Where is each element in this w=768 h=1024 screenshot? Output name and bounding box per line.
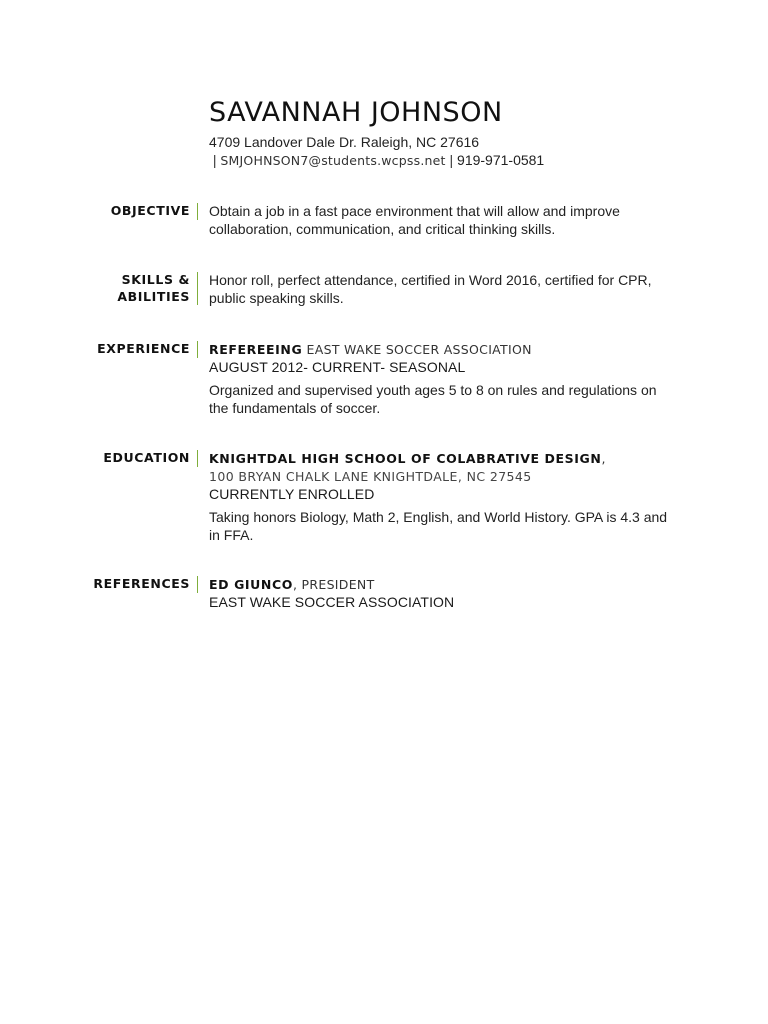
applicant-email: SMJOHNSON7@students.wcpss.net <box>220 153 446 168</box>
applicant-phone: 919-971-0581 <box>457 152 545 168</box>
experience-role: REFEREEING <box>209 342 303 357</box>
section-divider <box>197 341 198 358</box>
skills-body <box>209 271 669 307</box>
references-body <box>209 575 669 611</box>
contact-line <box>209 151 669 170</box>
education-school-line <box>209 449 669 468</box>
education-school-comma: , <box>601 451 606 466</box>
education-address: 100 BRYAN CHALK LANE KNIGHTDALE, NC 27545 <box>209 469 532 484</box>
education-school: KNIGHTDAL HIGH SCHOOL OF COLABRATIVE DESIGN <box>209 451 602 466</box>
applicant-name: SAVANNAH JOHNSON <box>209 97 503 128</box>
reference-line <box>209 575 669 594</box>
education-description: Taking honors Biology, Math 2, English, and World History. GPA is 4.3 and in FFA. <box>209 509 668 543</box>
section-label-skills <box>117 271 190 305</box>
education-body <box>209 449 669 544</box>
reference-title: , PRESIDENT <box>293 577 375 592</box>
section-label-education: EDUCATION <box>103 450 190 465</box>
section-divider <box>197 450 198 467</box>
section-label-skills-line1: SKILLS & <box>121 272 190 287</box>
section-divider <box>197 203 198 220</box>
contact-separator: | <box>212 152 217 168</box>
objective-body <box>209 202 669 238</box>
experience-description: Organized and supervised youth ages 5 to 8 on rules and regulations on the fundamentals of soccer. <box>209 382 657 416</box>
experience-role-line <box>209 340 669 359</box>
section-label-objective: OBJECTIVE <box>110 203 190 218</box>
education-status: CURRENTLY ENROLLED <box>209 486 375 502</box>
reference-name: ED GIUNCO <box>209 577 293 592</box>
section-label-skills-line2: ABILITIES <box>117 289 190 304</box>
experience-dates: AUGUST 2012- CURRENT- SEASONAL <box>209 359 466 375</box>
experience-organization: EAST WAKE SOCCER ASSOCIATION <box>306 342 532 357</box>
section-divider <box>197 272 198 305</box>
reference-organization: EAST WAKE SOCCER ASSOCIATION <box>209 594 455 610</box>
applicant-address: 4709 Landover Dale Dr. Raleigh, NC 27616 <box>209 134 480 150</box>
objective-text: Obtain a job in a fast pace environment that will allow and improve collaboration, communication, and critical thinking skills. <box>209 203 620 237</box>
resume-header <box>209 96 669 170</box>
section-divider <box>197 576 198 593</box>
skills-text: Honor roll, perfect attendance, certified in Word 2016, certified for CPR, public speaking skills. <box>209 272 652 306</box>
section-label-experience: EXPERIENCE <box>97 341 190 356</box>
contact-separator: | <box>449 152 454 168</box>
experience-body <box>209 340 669 417</box>
section-label-references: REFERENCES <box>93 576 190 591</box>
